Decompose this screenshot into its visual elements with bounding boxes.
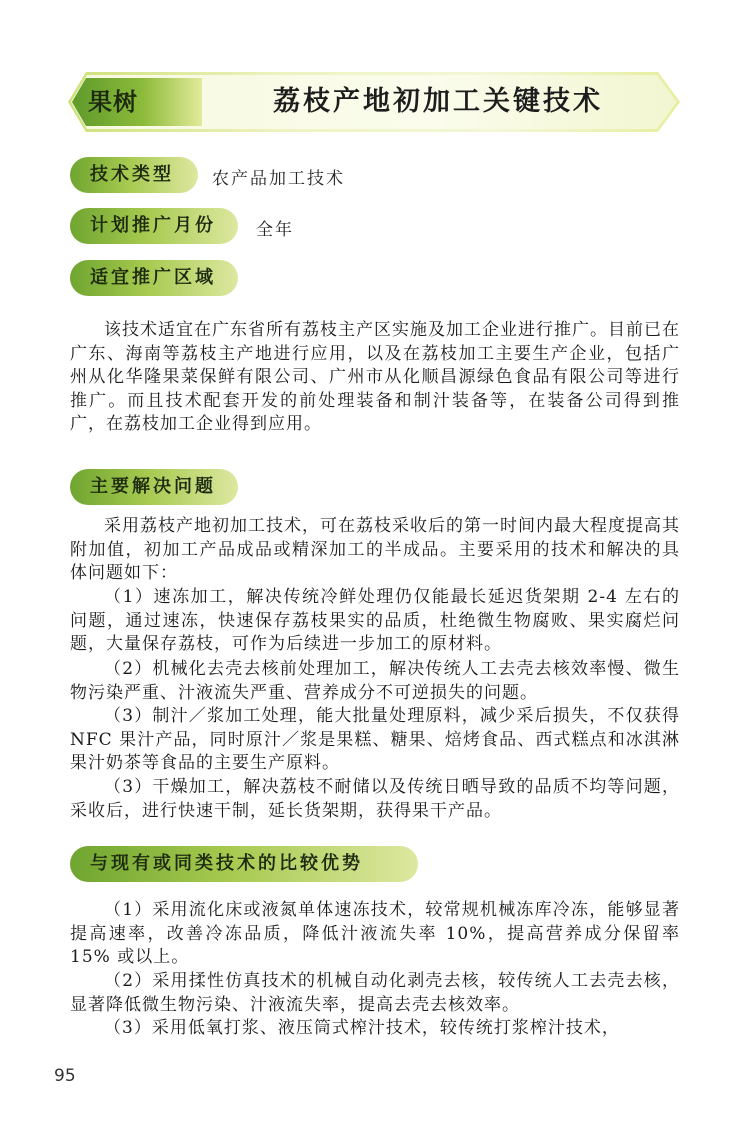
problems-paragraph-2: （2）机械化去壳去核前处理加工，解决传统人工去壳去核效率慢、微生物污染严重、汁液流失严重、营养成分不可逆损失的问题。: [70, 659, 680, 703]
suitable-region-paragraph: 该技术适宜在广东省所有荔枝主产区实施及加工企业进行推广。目前已在广东、海南等荔枝主产地进行应用，以及在荔枝加工主要生产企业，包括广州从化华隆果菜保鲜有限公司、广州市从化顺昌源绿色食品有限公司等进行推广。而且技术配套开发的前处理装备和制汁装备等，在装备公司得到推广，在荔枝加工企业得到应用。: [70, 320, 680, 434]
title-banner: [68, 72, 680, 132]
tech-type-label: 技术类型: [70, 157, 198, 193]
page-number: 95: [54, 1066, 76, 1086]
problems-paragraph-3: （3）制汁／浆加工处理，能大批量处理原料，减少采后损失，不仅获得 NFC 果汁产品，同时原汁／浆是果糕、糖果、焙烤食品、西式糕点和冰淇淋果汁奶茶等食品的主要生产原料。: [70, 706, 680, 773]
problems-paragraph-1: （1）速冻加工，解决传统冷鲜处理仍仅能最长延迟货架期 2-4 左右的问题，通过速冻，快速保存荔枝果实的品质，杜绝微生物腐败、果实腐烂问题，大量保存荔枝，可作为后续进一步加工的原材料。: [70, 587, 680, 654]
tech-type-value: 农产品加工技术: [212, 169, 345, 189]
category-tag: 果树: [88, 88, 138, 116]
promotion-month-label: 计划推广月份: [70, 208, 238, 244]
promotion-month-value: 全年: [256, 220, 294, 240]
problems-paragraph-intro: 采用荔枝产地初加工技术，可在荔枝采收后的第一时间内最大程度提高其附加值，初加工产品成品或精深加工的半成品。主要采用的技术和解决的具体问题如下：: [70, 516, 680, 583]
suitable-region-label: 适宜推广区域: [70, 260, 238, 296]
page-title: 荔枝产地初加工关键技术: [273, 86, 603, 117]
advantages-paragraph-2: （2）采用揉性仿真技术的机械自动化剥壳去核，较传统人工去壳去核，显著降低微生物污染、汁液流失率，提高去壳去核效率。: [70, 971, 680, 1015]
advantages-heading: 与现有或同类技术的比较优势: [70, 846, 418, 882]
main-problems-heading: 主要解决问题: [70, 469, 238, 505]
problems-paragraph-4: （3）干燥加工，解决荔枝不耐储以及传统日晒导致的品质不均等问题，采收后，进行快速干制，延长货架期，获得果干产品。: [70, 777, 680, 821]
advantages-paragraph-1: （1）采用流化床或液氮单体速冻技术，较常规机械冻库冷冻，能够显著提高速率，改善冷冻品质，降低汁液流失率 10%，提高营养成分保留率 15% 或以上。: [70, 900, 680, 967]
advantages-paragraph-3: （3）采用低氧打浆、液压筒式榨汁技术，较传统打浆榨汁技术，: [104, 1018, 620, 1038]
